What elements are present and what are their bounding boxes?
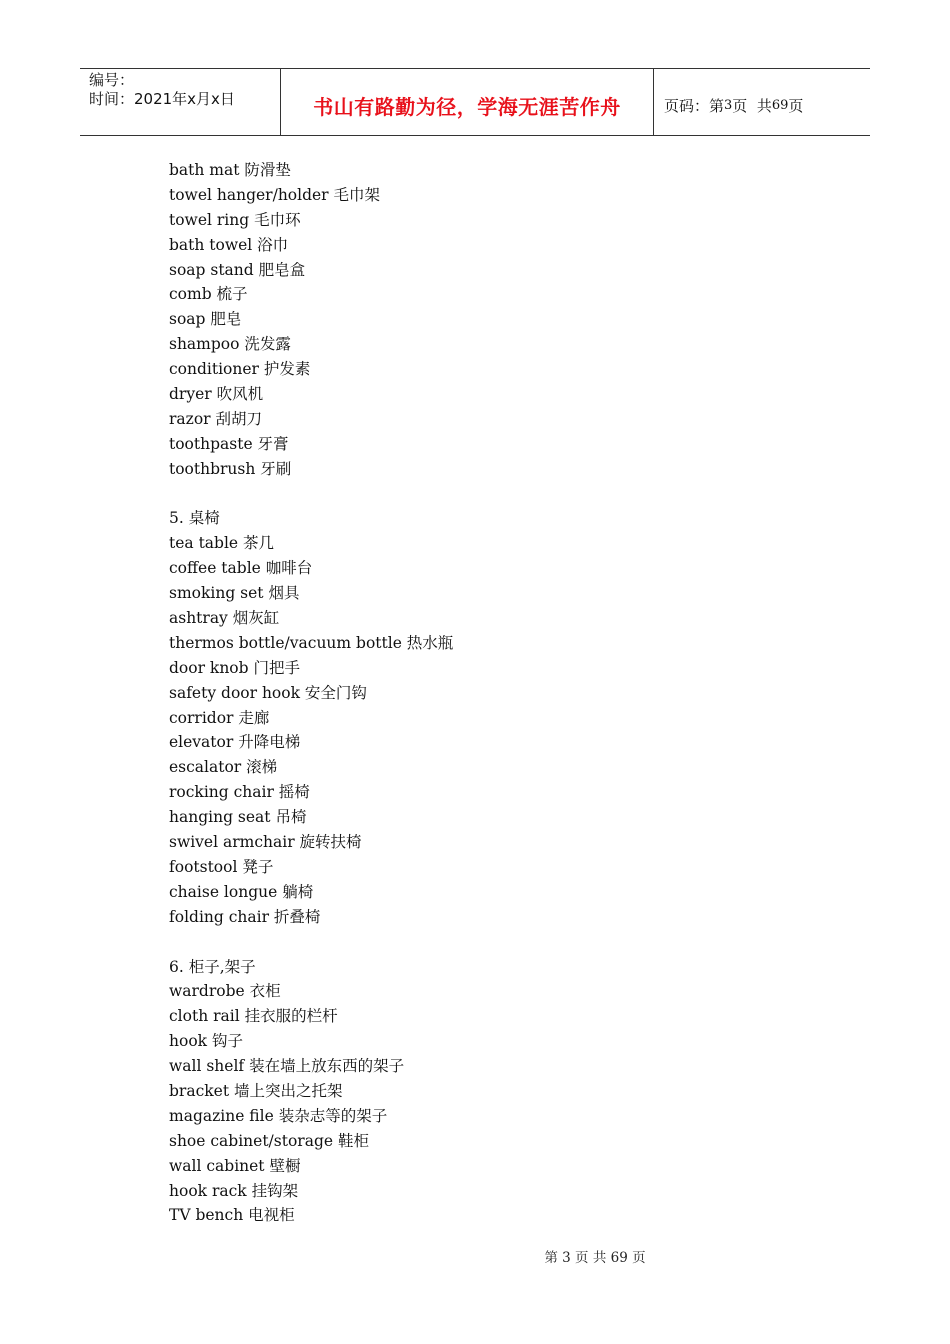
time-label: 时间：2021年x月x日 — [89, 90, 235, 108]
header-meta — [80, 69, 281, 135]
vocab-entry: tea table 茶几 — [169, 534, 275, 553]
vocab-entry: towel hanger/holder 毛巾架 — [169, 185, 381, 204]
page-prefix: 页码：第 — [664, 96, 725, 115]
vocab-entry: ashtray 烟灰缸 — [169, 609, 280, 628]
vocab-entry: soap 肥皂 — [169, 310, 242, 329]
vocab-entry: corridor 走廊 — [169, 708, 270, 727]
vocab-entry: thermos bottle/vacuum bottle 热水瓶 — [169, 633, 454, 652]
vocab-entry: toothpaste 牙膏 — [169, 434, 289, 453]
vocab-entry: rocking chair 摇椅 — [169, 783, 310, 802]
vocab-entry: swivel armchair 旋转扶椅 — [169, 833, 362, 852]
section-heading: 5. 桌椅 — [169, 509, 220, 528]
page-total: 69 — [771, 97, 789, 113]
vocab-entry: hook rack 挂钩架 — [169, 1181, 299, 1200]
vocab-entry: folding chair 折叠椅 — [169, 907, 321, 926]
vocab-entry: conditioner 护发素 — [169, 360, 311, 379]
vocab-entry: wall shelf 装在墙上放东西的架子 — [169, 1057, 405, 1076]
vocab-entry: escalator 滚梯 — [169, 758, 278, 777]
footer-page-number: 第 3 页 共 69 页 — [544, 1250, 646, 1266]
header-page-info — [654, 69, 870, 135]
section-heading: 6. 柜子,架子 — [169, 957, 256, 976]
vocab-entry: bath mat 防滑垫 — [169, 161, 291, 179]
vocab-entry: coffee table 咖啡台 — [169, 559, 313, 578]
vocab-entry: wall cabinet 壁橱 — [169, 1156, 301, 1175]
vocab-entry: razor 刮胡刀 — [169, 409, 262, 428]
vocab-entry: magazine file 装杂志等的架子 — [169, 1106, 388, 1125]
vocab-entry: door knob 门把手 — [169, 658, 300, 677]
vocab-entry: wardrobe 衣柜 — [169, 982, 281, 1001]
motto-text: 书山有路勤为径，学海无涯苦作舟 — [313, 94, 621, 119]
vocab-entry: chaise longue 躺椅 — [169, 882, 314, 901]
vocab-entry: shampoo 洗发露 — [169, 335, 291, 354]
vocab-entry: smoking set 烟具 — [169, 584, 300, 603]
vocab-entry: hook 钩子 — [169, 1032, 243, 1051]
vocab-entry: cloth rail 挂衣服的栏杆 — [169, 1007, 338, 1026]
vocab-entry: bath towel 浴巾 — [169, 235, 289, 254]
vocab-entry: towel ring 毛巾环 — [169, 210, 301, 229]
vocab-entry: comb 梳子 — [169, 285, 248, 304]
vocab-entry: safety door hook 安全门钩 — [169, 683, 367, 702]
vocab-entry: TV bench 电视柜 — [169, 1206, 295, 1225]
page-suffix: 页 — [788, 96, 804, 115]
number-label: 编号： — [89, 71, 135, 89]
vocab-entry: elevator 升降电梯 — [169, 733, 301, 752]
vocab-entry: bracket 墙上突出之托架 — [169, 1081, 343, 1100]
vocab-entry: shoe cabinet/storage 鞋柜 — [169, 1131, 369, 1150]
page-footer — [0, 1246, 950, 1266]
page-mid: 页 共 — [732, 96, 772, 115]
vocab-entry: footstool 凳子 — [169, 857, 274, 876]
vocab-entry: soap stand 肥皂盒 — [169, 260, 306, 279]
vocab-entry: hanging seat 吊椅 — [169, 808, 307, 827]
page-header — [80, 68, 870, 136]
blank-line — [169, 930, 809, 955]
vocab-entry: toothbrush 牙刷 — [169, 459, 292, 478]
blank-line — [169, 482, 809, 507]
page-current: 3 — [724, 97, 733, 113]
header-motto — [281, 69, 654, 135]
vocabulary-list — [169, 158, 809, 1228]
vocab-entry: dryer 吹风机 — [169, 385, 264, 404]
